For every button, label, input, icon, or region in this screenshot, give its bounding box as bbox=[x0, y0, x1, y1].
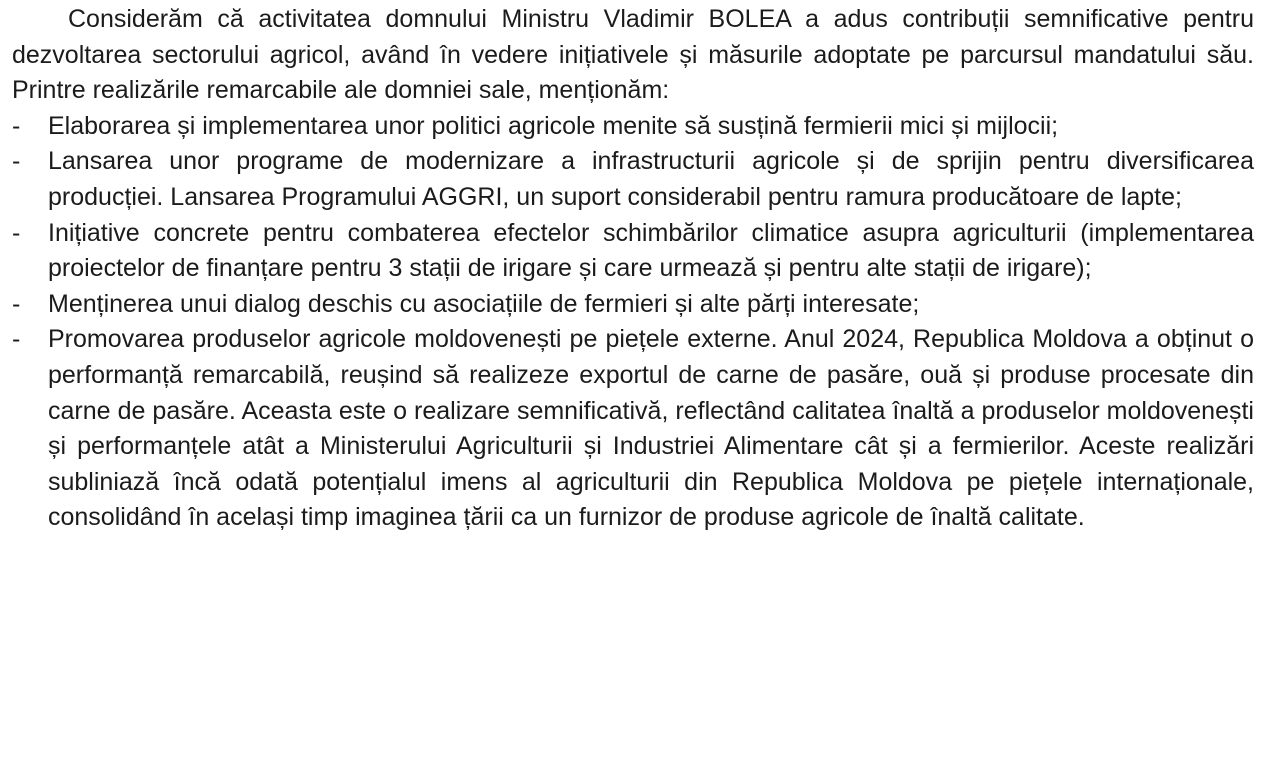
achievements-list bbox=[12, 109, 1254, 536]
list-item bbox=[12, 109, 1254, 145]
list-item bbox=[12, 144, 1254, 215]
list-item bbox=[12, 287, 1254, 323]
list-item bbox=[12, 216, 1254, 287]
list-item bbox=[12, 322, 1254, 536]
list-item-text: Menținerea unui dialog deschis cu asociațiile de fermieri și alte părți interesate; bbox=[48, 289, 920, 318]
document-page bbox=[12, 0, 1254, 763]
intro-paragraph: Considerăm că activitatea domnului Ministru Vladimir BOLEA a adus contribuții semnificative pentru dezvoltarea sectorului agricol, având în vedere inițiativele și măsurile adoptate pe parcursul mandatului său. Printre realizările remarcabile ale domniei sale, menționăm: bbox=[12, 5, 1254, 105]
list-item-text: Inițiative concrete pentru combaterea efectelor schimbărilor climatice asupra agriculturii (implementarea proiectelor de finanțare pentru 3 stații de irigare și care urmează și pentru alte stații de irigare); bbox=[48, 218, 1254, 283]
bullet-dash: - bbox=[12, 218, 21, 247]
bullet-dash: - bbox=[12, 147, 21, 176]
list-item-text: Elaborarea și implementarea unor politici agricole menite să susțină fermierii mici și mijlocii; bbox=[48, 111, 1059, 140]
bullet-dash: - bbox=[12, 325, 21, 354]
list-item-text: Promovarea produselor agricole moldovenești pe piețele externe. Anul 2024, Republica Moldova a obținut o performanță remarcabilă, reușind să realizeze exportul de carne de pasăre, ouă și produse procesate din carne de pasăre. Aceasta este o realizare semnificativă, reflectând calitatea înaltă a produselor moldovenești și performanțele atât a Ministerului Agriculturii și Industriei Alimentare cât și a fermierilor. Aceste realizări subliniază încă odată potențialul imens al agriculturii din Republica Moldova pe piețele internaționale, consolidând în același timp imaginea țării ca un furnizor de produse agricole de înaltă calitate. bbox=[48, 325, 1254, 532]
list-item-text: Lansarea unor programe de modernizare a infrastructurii agricole și de sprijin pentru diversificarea producției. Lansarea Programului AGGRI, un suport considerabil pentru ramura producătoare de lapte; bbox=[48, 147, 1254, 211]
bullet-dash: - bbox=[12, 111, 21, 140]
bullet-dash: - bbox=[12, 289, 21, 318]
